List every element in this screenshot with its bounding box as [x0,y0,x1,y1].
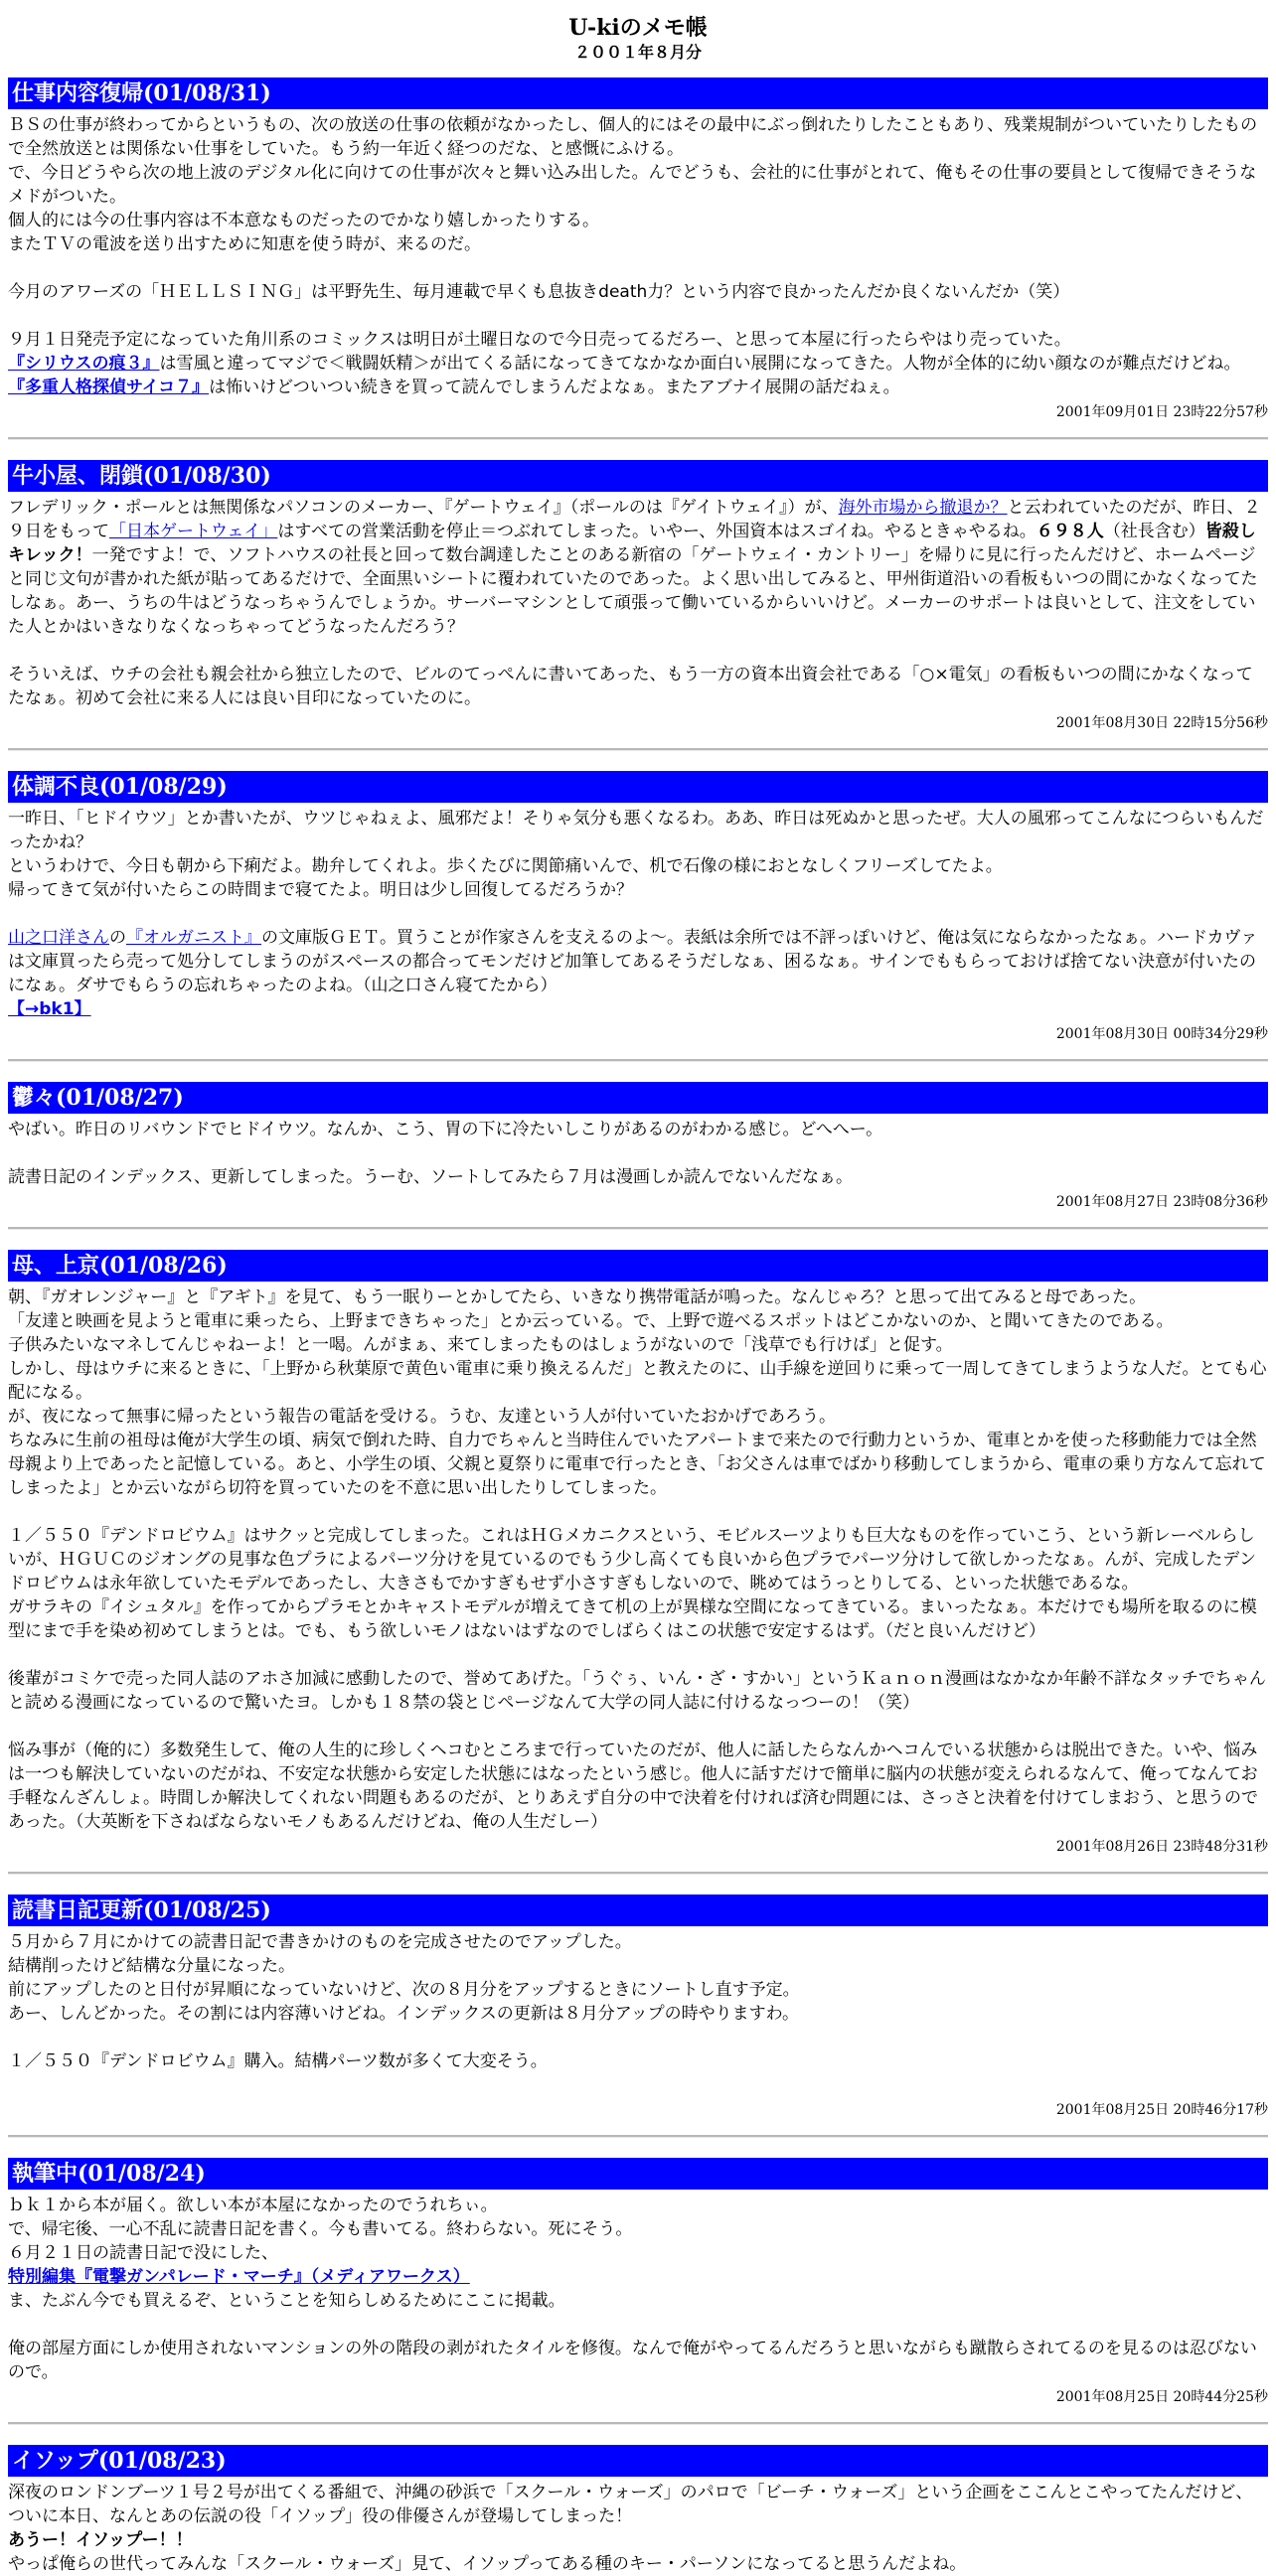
entry-paragraph: 悩み事が（俺的に）多数発生して、俺の人生的に珍しくヘコむところまで行っていたのだが、他人に話したらなんかヘコんでいる状態からは脱出できた。いや、悩みは一つも解決していないのだがね、不安定な状態から安定した状態にはなったという感じ。他人に話すだけで簡単に脳内の状態が変えられるなんて、俺ってなんてお手軽なんざんしょ。時間しか解決してくれない問題もあるのだが、とりあえず自分の中で決着を付ければ済む問題には、さっさと決着を付けてしまおう、と思うのであった。（大英断を下さねばならないモノもあるんだけどね、俺の人生だしー） [8,1741,1258,1832]
entry-header: 鬱々(01/08/27) [8,1082,1268,1114]
spacer [8,256,1268,280]
entry-text: 一発ですよ！で、ソフトハウスの社長と回って数台調達したことのある新宿の「ゲートウェイ・カントリー」を帰りに見に行ったんだけど、ホームページと同じ文句が書かれた紙が貼ってあるだけで、全面黒いシートに覆われていたのであった。よく思い出してみると、甲州街道沿いの看板もいつの間にかなくなってたしなぁ。あー、うちの牛はどうなっちゃうんでしょうか。サーバーマシンとして頑張って働いているからいいけど。メーカーのサポートは良いとして、注文をしていた人とかはいきなりなくなっちゃってどうなったんだろう？ [8,545,1258,637]
entry-paragraph: ｂｋ１から本が届く。欲しい本が本屋になかったのでうれちぃ。 [8,2196,498,2215]
entry-text: （社長含む） [1103,522,1205,541]
entry [8,77,1268,423]
entry-text: の文庫版ＧＥＴ。買うことが作家さんを支えるのよ～。表紙は余所では不評っぽいけど、俺は気にならなかったなぁ。ハードカヴァは文庫買ったら売って処分してしまうのがスペースの都合ってモンだけど加筆してあるそうだしなぁ、困るなぁ。サインでももらっておけば捨てない決意が付いたのになぁ。ダサでもらうの忘れちゃったのよね。（山之口さん寝てたから） [8,928,1258,995]
entry-divider [8,1872,1268,1875]
entry [8,1894,1268,2121]
entry [8,2445,1268,2576]
site-subtitle: ２００１年８月分 [573,43,702,62]
entry-paragraph: ＢＳの仕事が終わってからというもの、次の放送の仕事の依頼がなかったし、個人的にはその最中にぶっ倒れたりしたこともあり、残業規制がついていたりしたもので全然放送とは関係ない仕事をしていた。もう約一年近く経つのだな、と感慨にふける。 [8,115,1258,159]
entry-paragraph [8,376,1268,399]
entry-timestamp: 2001年08月25日 20時44分25秒 [1055,2389,1268,2405]
entry-paragraph: やばい。昨日のリバウンドでヒドイウツ。なんか、こう、胃の下に冷たいしこりがあるのがわかる感じ。どへへー。 [8,1120,883,1139]
entry-paragraph: またＴＶの電波を送り出すために知恵を使う時が、来るのだ。 [8,234,481,254]
entry-header: 読書日記更新(01/08/25) [8,1894,1268,1926]
entry-paragraph: が、夜になって無事に帰ったという報告の電話を受ける。うむ、友達という人が付いていたおかげであろう。 [8,1407,836,1427]
entry-paragraph: 読書日記のインデックス、更新してしまった。うーむ、ソートしてみたら７月は漫画しか読んでないんだなぁ。 [8,1167,853,1187]
entry-paragraph: あー、しんどかった。その割には内容薄いけどね。インデックスの更新は８月分アップの時やりますわ。 [8,2004,799,2024]
entry-text: フレデリック・ポールとは無関係なパソコンのメーカー、『ゲートウェイ』（ポールのは『ゲイトウェイ』）が、 [8,498,839,518]
entry-divider [8,748,1268,751]
spacer [8,1141,1268,1165]
entry [8,771,1268,1045]
entry-paragraph: ９月１日発売予定になっていた角川系のコミックスは明日が土曜日なので今日売ってるだろー、と思って本屋に行ったらやはり売っていた。 [8,330,1071,350]
entry-divider [8,1227,1268,1230]
entry-timestamp: 2001年08月25日 20時46分17秒 [1055,2102,1268,2118]
entry-paragraph: 帰ってきて気が付いたらこの時間まで寝てたよ。明日は少し回復してるだろうか？ [8,880,633,900]
entry-timestamp: 2001年08月26日 23時48分31秒 [1055,1839,1268,1855]
spacer [8,2073,1268,2097]
entry-paragraph: そういえば、ウチの会社も親会社から独立したので、ビルのてっぺんに書いてあった、もう一方の資本出資会社である「○×電気」の看板もいつの間にかなくなってたなぁ。初めて会社に来る人には良い目印になっていたのに。 [8,665,1253,708]
entry-paragraph: 個人的には今の仕事内容は不本意なものだったのでかなり嬉しかったりする。 [8,211,599,230]
entry-paragraph [8,2265,1268,2289]
entry-timestamp: 2001年08月27日 23時08分36秒 [1055,1194,1268,1210]
entry [8,460,1268,734]
entry-paragraph [8,352,1268,376]
entry-paragraph: で、帰宅後、一心不乱に読書日記を書く。今も書いてる。終わらない。死にそう。 [8,2219,633,2239]
entry-paragraph: １／５５０『デンドロビウム』購入。結構パーツ数が多くて大変そう。 [8,2051,548,2071]
entry-paragraph [8,2528,1268,2552]
news-link-withdrawal[interactable]: 海外市場から撤退か？ [838,498,1008,518]
entry-paragraph: １／５５０『デンドロビウム』はサクッと完成してしまった。これはＨＧメカニクスという、モビルスーツよりも巨大なものを作っていこう、という新レーベルらしいが、ＨＧＵＣのジオングの見事な色プラによるパーツ分けを見ているのでもう少し高くても良いから色プラでパーツ分けして欲しかったなぁ。んが、完成したデンドロビウムは永年欲していたモデルであったし、大きさもでかすぎもせず小さすぎもしないので、眺めてはうっとりしてる、といった状態であるな。 [8,1526,1256,1593]
entry-paragraph: やっぱ俺らの世代ってみんな「スクール・ウォーズ」見て、イソップってある種のキー・パーソンになってると思うんだよね。 [8,2554,967,2574]
entry-text: はすべての営業活動を停止＝つぶれてしまった。いやー、外国資本はスゴイね。やるときゃやるね。 [277,522,1037,541]
entry-paragraph: しかし、母はウチに来るときに、「上野から秋葉原で黄色い電車に乗り換えるんだ」と教えたのに、山手線を逆回りに乗って一周してきてしまうような人だ。とても心配になる。 [8,1359,1267,1403]
entry-paragraph: 結構削ったけど結構な分量になった。 [8,1956,295,1976]
book-link-psycho[interactable]: 『多重人格探偵サイコ７』 [8,378,210,397]
entry-divider [8,1059,1268,1062]
page [0,14,1276,2576]
entry-header: 牛小屋、閉鎖(01/08/30) [8,460,1268,492]
entry-paragraph: ま、たぶん今でも買えるぞ、ということを知らしめるためにここに掲載。 [8,2291,565,2311]
entry-header: 体調不良(01/08/29) [8,771,1268,803]
entry-timestamp: 2001年09月01日 23時22分57秒 [1055,404,1268,420]
entry-paragraph: 子供みたいなマネしてんじゃねーよ！と一喝。んがまぁ、来てしまったものはしょうがないので「浅草でも行けば」と促す。 [8,1335,953,1355]
entry-header: 執筆中(01/08/24) [8,2158,1268,2190]
spacer [8,304,1268,328]
entry-paragraph [8,496,1268,639]
entry-divider [8,2422,1268,2425]
spacer [8,1500,1268,1524]
news-link-gateway-japan[interactable]: 「日本ゲートウェイ」 [109,522,278,541]
entry-paragraph [8,997,1268,1021]
author-link[interactable]: 山之口洋さん [8,928,109,948]
entry-paragraph: ガサラキの『イシュタル』を作ってからプラモとかキャストモデルが増えてきて机の上が異様な空間になってきている。まいったなぁ。本だけでも場所を取るのに模型にまで手を染め初めてしまうとは。でも、もう欲しいモノはないはずなのでしばらくはこの状態で安定するはず。（だと良いんだけど） [8,1597,1257,1641]
emphasis-text: ６９８人 [1036,522,1104,541]
spacer [8,902,1268,926]
entry-text: と云われていたのだが、昨日、２９日をもって [8,498,1261,541]
entry-paragraph: ちなみに生前の祖母は俺が大学生の頃、病気で倒れた時、自力でちゃんと当時住んでいたアパートまで来たので行動力というか、電車とかを使った移動能力では全然母親より上であったと記憶している。あと、小学生の頃、父親と夏祭りに電車で行ったとき、「お父さんは車でばかり移動してしまうから、電車の乗り方なんて忘れてしまったよ」とか云いながら切符を買っていたのを不意に思い出したりしてしまった。 [8,1431,1266,1498]
entry-paragraph: というわけで、今日も朝から下痢だよ。勘弁してくれよ。歩くたびに関節痛いんで、机で石像の様におとなしくフリーズしてたよ。 [8,856,1003,876]
entry-header: 母、上京(01/08/26) [8,1250,1268,1282]
entry-paragraph: 深夜のロンドンブーツ１号２号が出てくる番組で、沖縄の砂浜で「スクール・ウォーズ」のパロで「ビーチ・ウォーズ」という企画をここんとこやってたんだけど、ついに本日、なんとあの伝説の役「イソップ」役の俳優さんが登場してしまった！ [8,2483,1253,2526]
entry-timestamp: 2001年08月30日 00時34分29秒 [1055,1026,1268,1042]
emphasis-text: 皆殺しキレック！ [8,522,1256,565]
entry-text: は雪風と違ってマジで＜戦闘妖精＞が出てくる話になってきてなかなか面白い展開になってきた。人物が全体的に幼い顔なのが難点だけどね。 [159,354,1241,374]
spacer [8,1715,1268,1739]
entry-timestamp: 2001年08月30日 22時15分56秒 [1055,715,1268,731]
entry-header: イソップ(01/08/23) [8,2445,1268,2477]
book-link-organist[interactable]: 『オルガニスト』 [126,928,261,948]
spacer [8,2313,1268,2337]
entry [8,1082,1268,1213]
entry-paragraph: 俺の部屋方面にしか使用されないマンションの外の階段の剥がれたタイルを修復。なんで俺がやってるんだろうと思いながらも蹴散らされてるのを見るのは忍びないので。 [8,2339,1257,2382]
entry-paragraph: ５月から７月にかけての読書日記で書きかけのものを完成させたのでアップした。 [8,1932,632,1952]
entry-paragraph: 一昨日、「ヒドイウツ」とか書いたが、ウツじゃねぇよ、風邪だよ！そりゃ気分も悪くなるわ。ああ、昨日は死ぬかと思ったぜ。大人の風邪ってこんなにつらいもんだったかね？ [8,809,1264,852]
spacer [8,639,1268,663]
entry [8,1250,1268,1858]
entry [8,2158,1268,2408]
bk1-link[interactable]: 【→bk1】 [8,999,91,1019]
book-link-sirius[interactable]: 『シリウスの痕３』 [8,354,160,374]
entry-paragraph [8,926,1268,997]
entry-text: は怖いけどついつい続きを買って読んでしまうんだよなぁ。またアブナイ展開の話だねぇ。 [209,378,900,397]
site-title: U-kiのメモ帳 [568,15,708,41]
spacer [8,1643,1268,1667]
entry-paragraph: 朝、『ガオレンジャー』と『アギト』を見て、もう一眠りーとかしてたら、いきなり携帯電話が鳴った。なんじゃろ？と思って出てみると母であった。 [8,1288,1147,1307]
entry-divider [8,437,1268,440]
emphasis-text: あうー！イソップー！！ [8,2530,193,2550]
entry-paragraph: ６月２１日の読書日記で没にした、 [8,2243,278,2263]
entry-paragraph: 後輩がコミケで売った同人誌のアホさ加減に感動したので、誉めてあげた。「うぐぅ、いん・ざ・すかい」というＫａｎｏｎ漫画はなかなか年齢不詳なタッチでちゃんと読める漫画になっているので驚いたヨ。しかも１８禁の袋とじページなんて大学の同人誌に付けるなっつーの！（笑） [8,1669,1266,1713]
spacer [8,2026,1268,2049]
entry-paragraph: 今月のアワーズの「ＨＥＬＬＳＩＮＧ」は平野先生、毎月連載で早くも息抜きdeath力？という内容で良かったんだか良くないんだか（笑） [8,282,1070,302]
entry-paragraph: 前にアップしたのと日付が昇順になっていないけど、次の８月分をアップするときにソートし直す予定。 [8,1980,800,2000]
entry-divider [8,2135,1268,2138]
entry-text: の [109,928,126,948]
entry-paragraph: で、今日どうやら次の地上波のデジタル化に向けての仕事が次々と舞い込み出した。んでどうも、会社的に仕事がとれて、俺もその仕事の要員として復帰できそうなメドがついた。 [8,163,1257,207]
entry-paragraph: 「友達と映画を見ようと電車に乗ったら、上野まできちゃった」とか云っている。で、上野で遊べるスポットはどこかないのか、と聞いてきたのである。 [8,1311,1174,1331]
entry-header: 仕事内容復帰(01/08/31) [8,77,1268,109]
book-link-gunparade[interactable]: 特別編集『電撃ガンパレード・マーチ』（メディアワークス） [8,2267,470,2287]
